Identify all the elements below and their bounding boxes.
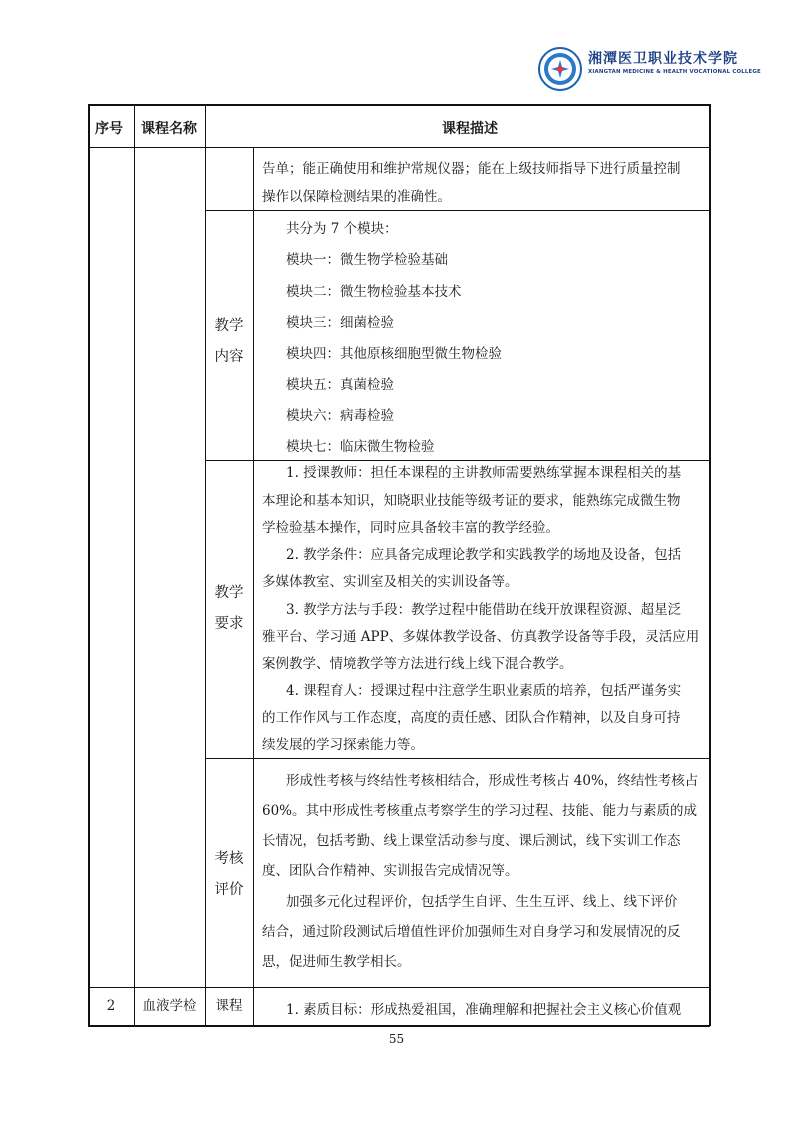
assessment-line: 长情况，包括考勤、线上课堂活动参与度、课后测试，线下实训工作态 (262, 833, 681, 849)
requirement-line: 4. 课程育人：授课过程中注意学生职业素质的培养，包括严谨务实 (286, 683, 682, 699)
cont-line-2: 操作以保障检测结果的准确性。 (262, 189, 451, 205)
assessment-line: 度、团队合作精神、实训报告完成情况等。 (262, 863, 519, 879)
requirement-line: 3. 教学方法与手段：教学过程中能借助在线开放课程资源、超星泛 (286, 602, 682, 618)
requirement-line: 2. 教学条件：应具备完成理论教学和实践教学的场地及设备，包括 (286, 547, 682, 563)
requirement-line: 1. 授课教师：担任本课程的主讲教师需要熟练掌握本课程相关的基 (286, 465, 682, 481)
assessment-label: 考核 评价 (214, 851, 244, 898)
course-name: 血液学检 (142, 998, 197, 1014)
assessment-line: 60%。其中形成性考核重点考察学生的学习过程、技能、能力与素质的成 (262, 803, 698, 819)
content-line: 模块三：细菌检验 (286, 315, 394, 331)
school-name-en: XIANGTAN MEDICINE & HEALTH VOCATIONAL COLLEGE (588, 69, 761, 75)
assessment-line: 加强多元化过程评价，包括学生自评、生生互评、线上、线下评价 (286, 894, 678, 910)
content-line: 模块六：病毒检验 (286, 408, 394, 424)
course-goal-line: 1. 素质目标：形成热爱祖国，准确理解和把握社会主义核心价值观 (286, 1002, 682, 1018)
requirement-line: 的工作作风与工作态度，高度的责任感、团队合作精神，以及自身可持 (262, 710, 681, 726)
college-logo-icon (538, 47, 582, 91)
content-line: 模块一：微生物学检验基础 (286, 252, 448, 268)
requirement-line: 案例教学、情境教学等方法进行线上线下混合教学。 (262, 656, 573, 672)
requirement-line: 续发展的学习探索能力等。 (262, 737, 424, 753)
content-line: 模块二：微生物检验基本技术 (286, 284, 462, 300)
content-line: 模块七：临床微生物检验 (286, 439, 435, 455)
header-col-desc: 课程描述 (442, 121, 498, 137)
school-name-cn: 湘潭医卫职业技术学院 (588, 51, 738, 67)
requirement-line: 雅平台、学习通 APP、多媒体教学设备、仿真教学设备等手段，灵活应用 (262, 629, 700, 645)
assessment-line: 思，促进师生教学相长。 (262, 954, 411, 970)
header-col-no: 序号 (95, 121, 123, 137)
content-line: 共分为 7 个模块： (286, 221, 398, 237)
assessment-line: 形成性考核与终结性考核相结合，形成性考核占 40%，终结性考核占 (286, 773, 699, 789)
content-line: 模块五：真菌检验 (286, 377, 394, 393)
requirement-label: 教学 要求 (214, 585, 244, 632)
header-col-name: 课程名称 (141, 121, 197, 137)
content-label: 教学 内容 (214, 318, 244, 365)
assessment-line: 结合，通过阶段测试后增值性评价加强师生对自身学习和发展情况的反 (262, 924, 681, 940)
course-label: 课程 (215, 998, 243, 1014)
row-number: 2 (106, 998, 116, 1014)
cont-line-1: 告单；能正确使用和维护常规仪器；能在上级技师指导下进行质量控制 (262, 161, 681, 177)
page-number: 55 (388, 1032, 405, 1046)
requirement-line: 本理论和基本知识，知晓职业技能等级考证的要求，能熟练完成微生物 (262, 493, 681, 509)
content-line: 模块四：其他原核细胞型微生物检验 (286, 346, 502, 362)
requirement-line: 学检验基本操作，同时应具备较丰富的教学经验。 (262, 520, 559, 536)
requirement-line: 多媒体教室、实训室及相关的实训设备等。 (262, 574, 519, 590)
